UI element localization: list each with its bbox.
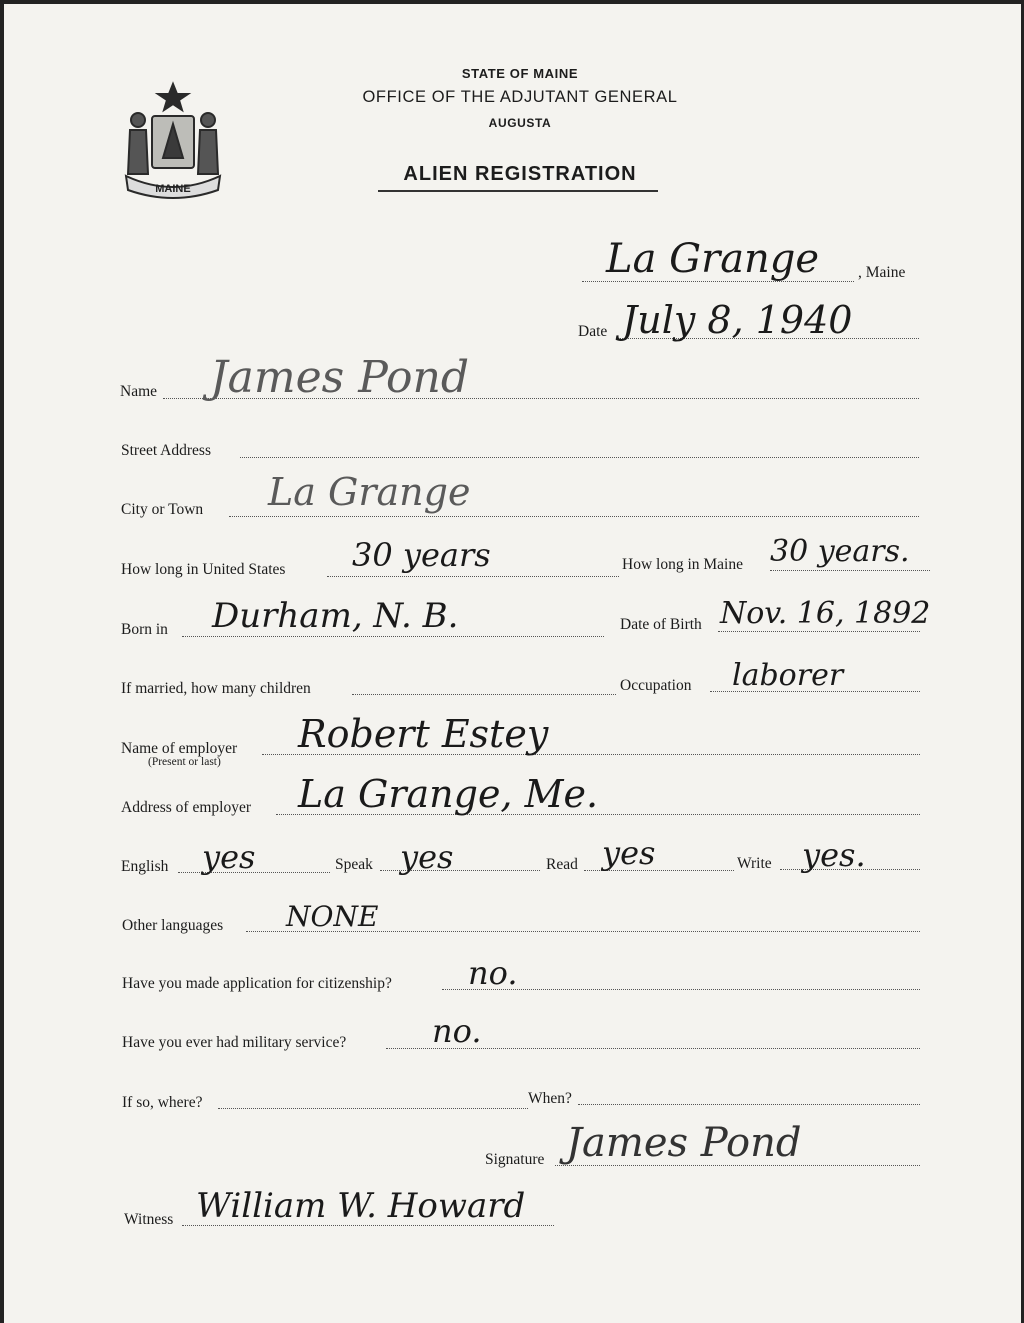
read-label: Read: [546, 856, 578, 873]
employer-address-value: La Grange, Me.: [298, 772, 599, 816]
employer-address-label: Address of employer: [121, 799, 251, 816]
write-label: Write: [737, 855, 772, 872]
other-languages-value: NONE: [286, 900, 379, 933]
name-value: James Pond: [210, 352, 470, 403]
header-office: OFFICE OF THE ADJUTANT GENERAL: [362, 88, 678, 106]
how-long-us-line: [327, 576, 619, 577]
write-value: yes.: [802, 836, 866, 874]
form-title: ALIEN REGISTRATION: [403, 163, 637, 185]
date-label: Date: [578, 323, 608, 340]
city-town-line: [229, 516, 919, 517]
city-town-value: La Grange: [268, 470, 471, 514]
place-value: La Grange: [606, 236, 820, 282]
signature-label: Signature: [485, 1151, 545, 1168]
military-value: no.: [432, 1012, 482, 1050]
header-city: AUGUSTA: [488, 116, 552, 130]
born-in-label: Born in: [121, 621, 168, 638]
date-value: July 8, 1940: [622, 298, 853, 342]
children-line: [352, 694, 616, 695]
employer-value: Robert Estey: [298, 712, 549, 756]
date-of-birth-label: Date of Birth: [620, 616, 702, 633]
military-label: Have you ever had military service?: [122, 1034, 347, 1051]
employer-label: Name of employer: [121, 740, 238, 757]
english-label: English: [121, 858, 169, 875]
how-long-maine-label: How long in Maine: [622, 556, 743, 573]
english-value: yes: [202, 838, 256, 876]
how-long-maine-line: [770, 570, 930, 571]
citizenship-label: Have you made application for citizenship?: [122, 975, 392, 992]
read-value: yes: [602, 834, 656, 872]
city-town-label: City or Town: [121, 501, 204, 518]
born-in-value: Durham, N. B.: [212, 596, 459, 636]
witness-label: Witness: [124, 1211, 174, 1228]
street-address-line: [240, 457, 919, 458]
citizenship-value: no.: [468, 954, 518, 992]
witness-value: William W. Howard: [196, 1186, 526, 1226]
born-in-line: [182, 636, 604, 637]
children-label: If married, how many children: [121, 680, 311, 697]
when-label: When?: [528, 1090, 572, 1107]
street-address-label: Street Address: [121, 442, 211, 459]
occupation-label: Occupation: [620, 677, 692, 694]
seal-text: MAINE: [155, 183, 191, 195]
signature-value: James Pond: [566, 1120, 802, 1166]
when-line: [578, 1104, 920, 1105]
if-so-where-line: [218, 1108, 528, 1109]
how-long-us-value: 30 years: [352, 536, 491, 574]
occupation-value: laborer: [732, 658, 844, 693]
place-suffix: , Maine: [858, 264, 906, 281]
date-of-birth-value: Nov. 16, 1892: [720, 596, 931, 631]
how-long-us-label: How long in United States: [121, 561, 286, 578]
date-of-birth-line: [718, 631, 920, 632]
other-languages-label: Other languages: [122, 917, 224, 934]
header-state: STATE OF MAINE: [461, 66, 579, 81]
if-so-where-label: If so, where?: [122, 1094, 203, 1111]
employer-sublabel: (Present or last): [148, 756, 221, 768]
how-long-maine-value: 30 years.: [770, 534, 910, 569]
speak-label: Speak: [335, 856, 373, 873]
speak-value: yes: [400, 838, 454, 876]
title-underline: [378, 190, 658, 192]
name-label: Name: [120, 383, 158, 400]
